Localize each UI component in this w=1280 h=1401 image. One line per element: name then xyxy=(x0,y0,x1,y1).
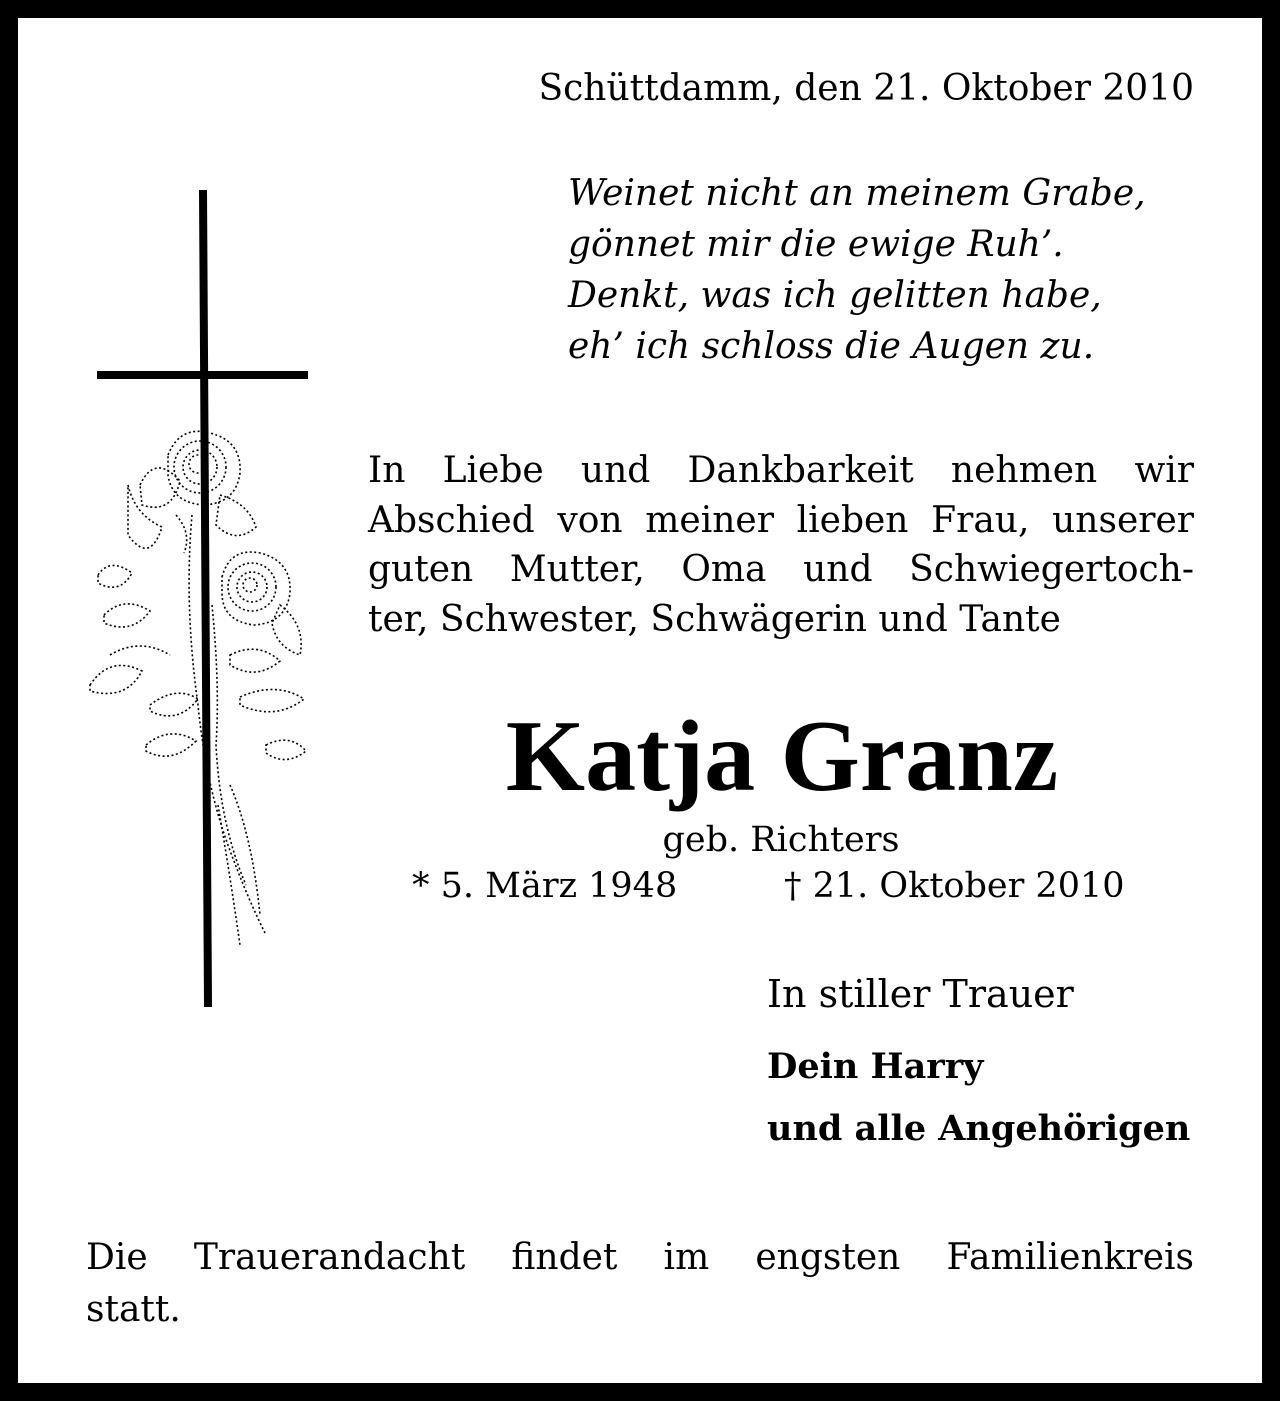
intro-line: Abschied von meiner lieben Frau, unserer xyxy=(368,499,1194,541)
poem-line: Denkt, was ich gelitten habe, xyxy=(568,275,1102,316)
birth-date: * 5. März 1948 xyxy=(412,866,678,906)
intro-line: guten Mutter, Oma und Schwiegertoch- xyxy=(368,549,1194,590)
mourner-line: und alle Angehörigen xyxy=(767,1108,1191,1149)
intro-line: ter, Schwester, Schwägerin und Tante xyxy=(368,598,1061,640)
poem-line: eh’ ich schloss die Augen zu. xyxy=(568,326,1095,367)
place-date: Schüttdamm, den 21. Oktober 2010 xyxy=(538,68,1194,109)
intro-line: In Liebe und Dankbarkeit nehmen wir xyxy=(368,450,1194,491)
mourning-heading: In stiller Trauer xyxy=(767,972,1074,1016)
death-date: † 21. Oktober 2010 xyxy=(784,866,1125,906)
intro-paragraph xyxy=(368,446,1194,644)
maiden-name: geb. Richters xyxy=(662,820,900,860)
poem-line: gönnet mir die ewige Ruh’. xyxy=(568,224,1064,265)
cross-with-roses-icon xyxy=(80,185,320,1015)
poem xyxy=(568,168,1146,372)
notice-line: statt. xyxy=(86,1289,181,1330)
mourner-line: Dein Harry xyxy=(767,1046,984,1087)
service-notice xyxy=(86,1232,1194,1336)
notice-line: Die Trauerandacht findet im engsten Familienkreis xyxy=(86,1237,1194,1278)
poem-line: Weinet nicht an meinem Grabe, xyxy=(568,173,1146,214)
deceased-name: Katja Granz xyxy=(505,700,1059,813)
